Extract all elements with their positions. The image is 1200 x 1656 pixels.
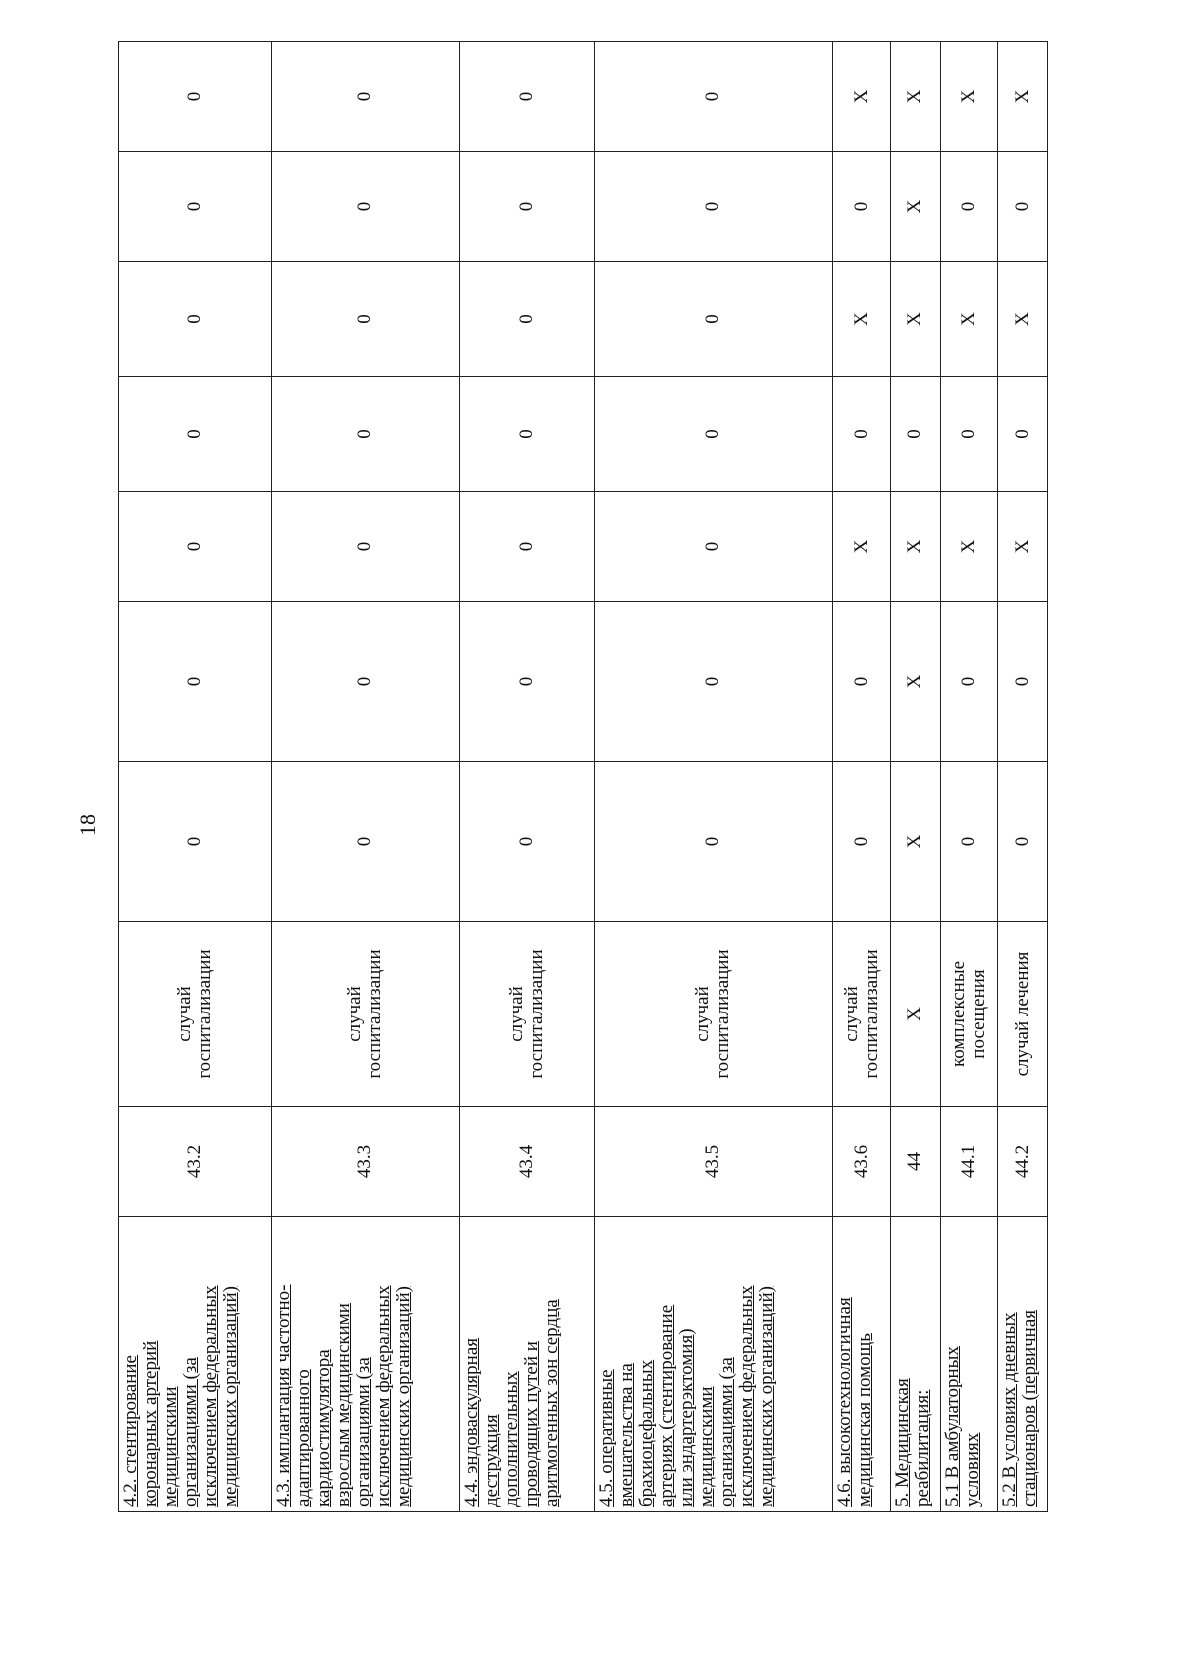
row-name-line: 5. Медицинская [891, 1378, 913, 1507]
value-cell: X [940, 262, 998, 377]
row-name-line: организациями (за [715, 1357, 737, 1507]
row-name-line: коронарных артерий [140, 1340, 161, 1507]
row-name-line: деструкция [480, 1414, 502, 1507]
row-name-line: медицинская помощь [854, 1333, 876, 1507]
value-cell: 0 [459, 492, 594, 602]
row-unit [833, 922, 891, 1107]
row-code: 43.3 [271, 1107, 459, 1217]
row-name-cell [271, 1217, 459, 1512]
row-code: 44.1 [940, 1107, 998, 1217]
value-cell: 0 [833, 602, 891, 762]
value-cell: X [833, 262, 891, 377]
row-name-line: исключением федеральных [735, 1285, 757, 1507]
value-cell: 0 [940, 602, 998, 762]
row-unit-line: госпитализации [712, 949, 734, 1079]
value-cell: 0 [119, 42, 272, 152]
row-name-line: 4.4. эндоваскулярная [460, 1337, 482, 1507]
row-name-line: или эндартерэктомия) [675, 1328, 697, 1507]
row-name-cell [890, 1217, 940, 1512]
value-cell: 0 [998, 602, 1048, 762]
value-cell: X [833, 492, 891, 602]
row-name-line: исключением федеральных [200, 1285, 221, 1507]
table-row [594, 42, 833, 1512]
row-unit [459, 922, 594, 1107]
row-name-line: артериях (стентирование [655, 1304, 677, 1507]
value-cell: 0 [119, 762, 272, 922]
row-name-cell [459, 1217, 594, 1512]
row-name-line: 4.2. стентирование [120, 1355, 141, 1507]
value-cell: X [998, 492, 1048, 602]
row-unit-line: госпитализации [364, 949, 386, 1079]
row-unit [271, 922, 459, 1107]
value-cell: X [940, 42, 998, 152]
row-name-line: медицинских организаций) [392, 1286, 414, 1507]
row-unit-line: комплексные [947, 960, 969, 1068]
table-row [119, 42, 272, 1512]
value-cell: X [890, 602, 940, 762]
row-unit-line: случай лечения [1011, 951, 1033, 1077]
services-table [118, 41, 1048, 1512]
value-cell: 0 [833, 152, 891, 262]
row-name [1000, 1221, 1040, 1507]
table-row [833, 42, 891, 1512]
row-name-line: 5.2 В условиях дневных [999, 1312, 1021, 1507]
value-cell: X [890, 42, 940, 152]
value-cell: 0 [119, 152, 272, 262]
row-code: 43.6 [833, 1107, 891, 1217]
row-name-line: 4.3. имплантация частотно- [272, 1284, 294, 1507]
row-name-cell [998, 1217, 1048, 1512]
row-unit-line: госпитализации [193, 949, 215, 1079]
row-unit [119, 922, 272, 1107]
row-unit-line: случай [505, 986, 527, 1042]
value-cell: 0 [459, 377, 594, 492]
value-cell: 0 [271, 262, 459, 377]
value-cell: 0 [271, 492, 459, 602]
row-name-line: 4.5. оперативные [595, 1369, 617, 1507]
row-unit-line: X [904, 1007, 926, 1021]
row-name-cell [833, 1217, 891, 1512]
value-cell: 0 [594, 377, 833, 492]
value-cell: 0 [940, 152, 998, 262]
row-name [274, 1221, 414, 1507]
value-cell: 0 [271, 377, 459, 492]
row-unit [594, 922, 833, 1107]
row-name-line: организациями (за [352, 1357, 374, 1507]
row-name-line: организациями (за [180, 1357, 201, 1507]
row-unit-line: случай [344, 986, 366, 1042]
value-cell: 0 [119, 492, 272, 602]
row-unit [890, 922, 940, 1107]
row-name-line: кардиостимулятора [312, 1349, 334, 1507]
value-cell: 0 [594, 602, 833, 762]
row-name-line: медицинских организаций) [755, 1286, 777, 1507]
row-name-cell [940, 1217, 998, 1512]
row-name [121, 1221, 241, 1507]
table-row [890, 42, 940, 1512]
row-name-line: условиях [961, 1432, 983, 1507]
value-cell: 0 [594, 42, 833, 152]
value-cell: 0 [594, 492, 833, 602]
value-cell: 0 [998, 762, 1048, 922]
row-name-line: 4.6. высокотехнологичная [834, 1297, 856, 1507]
row-unit-line: случай [840, 986, 862, 1042]
value-cell: 0 [594, 762, 833, 922]
table-row [998, 42, 1048, 1512]
row-unit-line: случай [173, 986, 195, 1042]
value-cell: X [998, 262, 1048, 377]
row-name-cell [594, 1217, 833, 1512]
row-code: 43.5 [594, 1107, 833, 1217]
row-name-line: аритмогенных зон сердца [540, 1299, 562, 1507]
row-name-line: 5.1 В амбулаторных [941, 1346, 963, 1507]
value-cell: 0 [459, 42, 594, 152]
row-name-cell [119, 1217, 272, 1512]
value-cell: 0 [271, 602, 459, 762]
row-code: 44 [890, 1107, 940, 1217]
row-name-line: проводящих путей и [520, 1341, 542, 1507]
row-unit [940, 922, 998, 1107]
value-cell: X [890, 262, 940, 377]
row-name-line: дополнительных [500, 1371, 522, 1507]
value-cell: 0 [998, 152, 1048, 262]
row-name [597, 1221, 777, 1507]
value-cell: 0 [459, 602, 594, 762]
value-cell: 0 [833, 377, 891, 492]
table-row [940, 42, 998, 1512]
value-cell: X [890, 762, 940, 922]
row-name [943, 1221, 983, 1507]
row-name-line: взрослым медицинскими [332, 1303, 354, 1507]
value-cell: 0 [459, 762, 594, 922]
value-cell: 0 [998, 377, 1048, 492]
row-name-line: реабилитация: [911, 1389, 933, 1507]
row-unit-line: случай [692, 986, 714, 1042]
row-name [835, 1221, 875, 1507]
value-cell: 0 [119, 377, 272, 492]
value-cell: 0 [890, 377, 940, 492]
row-name-line: адаптированного [292, 1369, 314, 1507]
row-name-line: брахиоцефальных [635, 1359, 657, 1507]
value-cell: 0 [940, 377, 998, 492]
row-name-line: исключением федеральных [372, 1285, 394, 1507]
value-cell: X [890, 152, 940, 262]
value-cell: 0 [271, 42, 459, 152]
row-name-line: медицинскими [160, 1386, 181, 1507]
value-cell: 0 [119, 262, 272, 377]
row-name-line: медицинских организаций) [220, 1286, 241, 1507]
page-number: 18 [75, 814, 100, 836]
value-cell: 0 [594, 152, 833, 262]
value-cell: 0 [459, 152, 594, 262]
table-body [119, 42, 1048, 1512]
value-cell: X [998, 42, 1048, 152]
row-name-line: вмешательства на [615, 1363, 637, 1507]
value-cell: 0 [594, 262, 833, 377]
value-cell: X [940, 492, 998, 602]
row-code: 44.2 [998, 1107, 1048, 1217]
value-cell: 0 [119, 602, 272, 762]
value-cell: 0 [271, 762, 459, 922]
table-row [459, 42, 594, 1512]
value-cell: 0 [459, 262, 594, 377]
rotated-table-wrapper [118, 42, 1048, 1512]
value-cell: 0 [833, 762, 891, 922]
row-unit-line: посещения [967, 969, 989, 1059]
row-unit-line: госпитализации [860, 949, 882, 1079]
row-name [462, 1221, 562, 1507]
row-unit [998, 922, 1048, 1107]
row-code: 43.2 [119, 1107, 272, 1217]
row-unit-line: госпитализации [525, 949, 547, 1079]
row-name [893, 1221, 933, 1507]
value-cell: X [833, 42, 891, 152]
table-row [271, 42, 459, 1512]
value-cell: 0 [271, 152, 459, 262]
value-cell: 0 [940, 762, 998, 922]
row-name-line: стационаров (первичная [1019, 1309, 1041, 1507]
row-code: 43.4 [459, 1107, 594, 1217]
value-cell: X [890, 492, 940, 602]
row-name-line: медицинскими [695, 1386, 717, 1507]
